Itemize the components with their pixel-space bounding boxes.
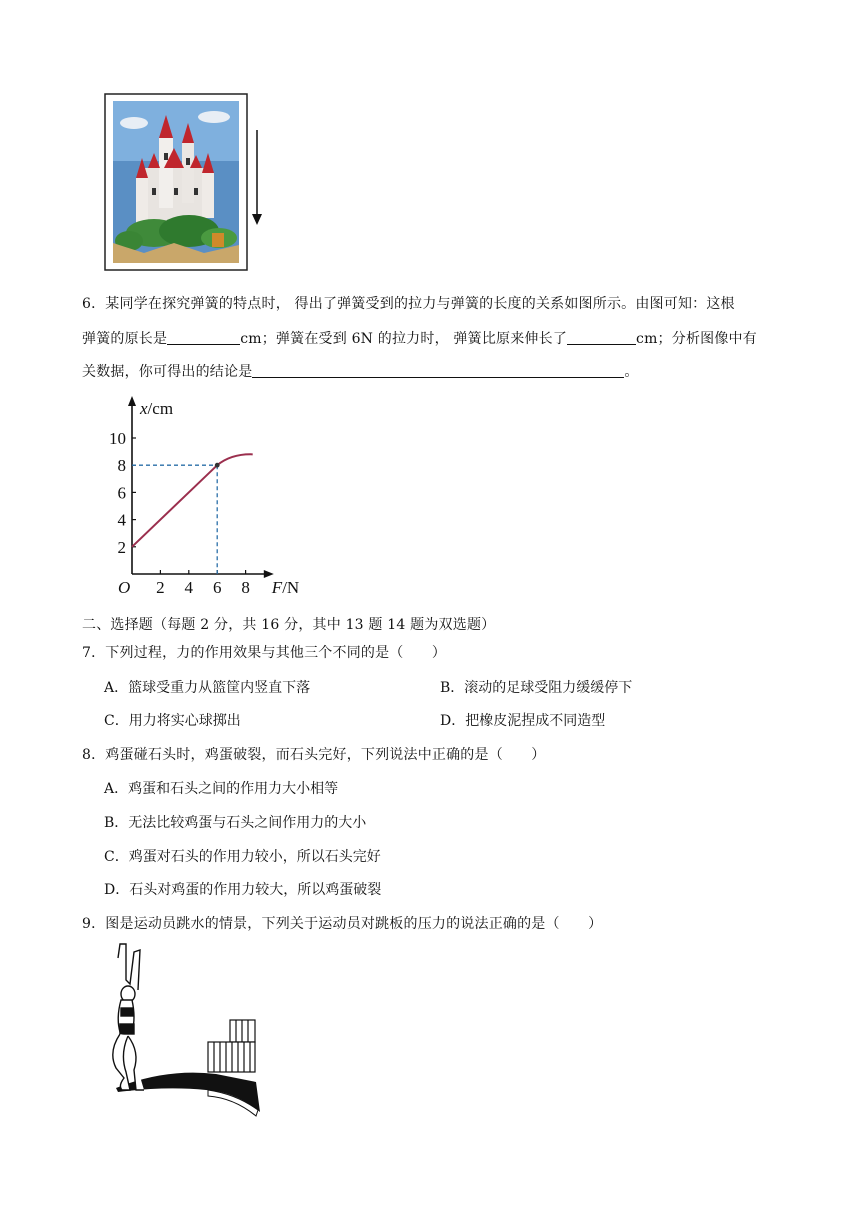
y-tick-label: 6: [117, 483, 126, 503]
y-axis-label: x/cm: [140, 399, 174, 418]
q6-line3-text-b: 。: [624, 364, 639, 380]
q7-option-d[interactable]: D．把橡皮泥捏成不同造型: [440, 713, 606, 729]
q8-stem: 8．鸡蛋碰石头时，鸡蛋破裂，而石头完好，下列说法中正确的是（ ）: [82, 747, 546, 763]
x-tick-label: 6: [212, 578, 222, 597]
q6-line2-text-c: cm；分析图像中有: [636, 331, 757, 347]
q7-option-a[interactable]: A．篮球受重力从篮筐内竖直下落: [104, 680, 311, 696]
q6-blank-2[interactable]: [567, 330, 636, 345]
series-line: [132, 454, 253, 547]
q6-line-3: [82, 361, 639, 381]
y-tick-label: 10: [109, 429, 126, 448]
spring-force-length-chart: [100, 392, 320, 602]
q7-stem: 7．下列过程，力的作用效果与其他三个不同的是（ ）: [82, 645, 447, 661]
y-axis-arrow: [128, 396, 136, 406]
down-arrow-icon: [250, 128, 264, 226]
y-tick-label: 2: [117, 537, 126, 557]
q8-option-c[interactable]: C．鸡蛋对石头的作用力较小，所以石头完好: [104, 849, 381, 865]
x-axis-label: F/N: [271, 578, 300, 597]
q8-option-b[interactable]: B．无法比较鸡蛋与石头之间作用力的大小: [104, 815, 367, 831]
diver-on-springboard-illustration: [96, 940, 268, 1118]
q8-option-d[interactable]: D．石头对鸡蛋的作用力较大，所以鸡蛋破裂: [104, 882, 382, 898]
q6-blank-1[interactable]: [167, 330, 240, 345]
q7-option-c[interactable]: C．用力将实心球掷出: [104, 713, 241, 729]
y-tick-label: 8: [117, 456, 126, 476]
x-axis-arrow: [264, 570, 274, 578]
x-tick-label: 4: [184, 578, 194, 597]
q6-line2-text-b: cm；弹簧在受到 6N 的拉力时， 弹簧比原来伸长了: [240, 331, 568, 347]
origin-label: O: [118, 578, 131, 597]
q8-option-a[interactable]: A．鸡蛋和石头之间的作用力大小相等: [104, 781, 339, 797]
y-tick-label: 4: [117, 510, 126, 530]
castle-picture: [104, 93, 248, 271]
x-tick-label: 2: [156, 578, 165, 597]
q7-option-b[interactable]: B．滚动的足球受阻力缓缓停下: [440, 680, 633, 696]
q6-line3-text-a: 关数据，你可得出的结论是: [82, 364, 253, 380]
section2-heading: 二、选择题（每题 2 分，共 16 分，其中 13 题 14 题为双选题）: [82, 617, 496, 633]
q6-line-1: 6．某同学在探究弹簧的特点时， 得出了弹簧受到的拉力与弹簧的长度的关系如图所示。由图可知：这根: [82, 296, 735, 312]
q6-line-2: [82, 328, 757, 348]
highlight-point: [215, 463, 220, 468]
x-tick-label: 8: [241, 578, 250, 597]
q6-line2-text-a: 弹簧的原长是: [82, 331, 168, 347]
q6-blank-3[interactable]: [252, 363, 624, 378]
q9-stem: 9．图是运动员跳水的情景，下列关于运动员对跳板的压力的说法正确的是（ ）: [82, 916, 603, 932]
